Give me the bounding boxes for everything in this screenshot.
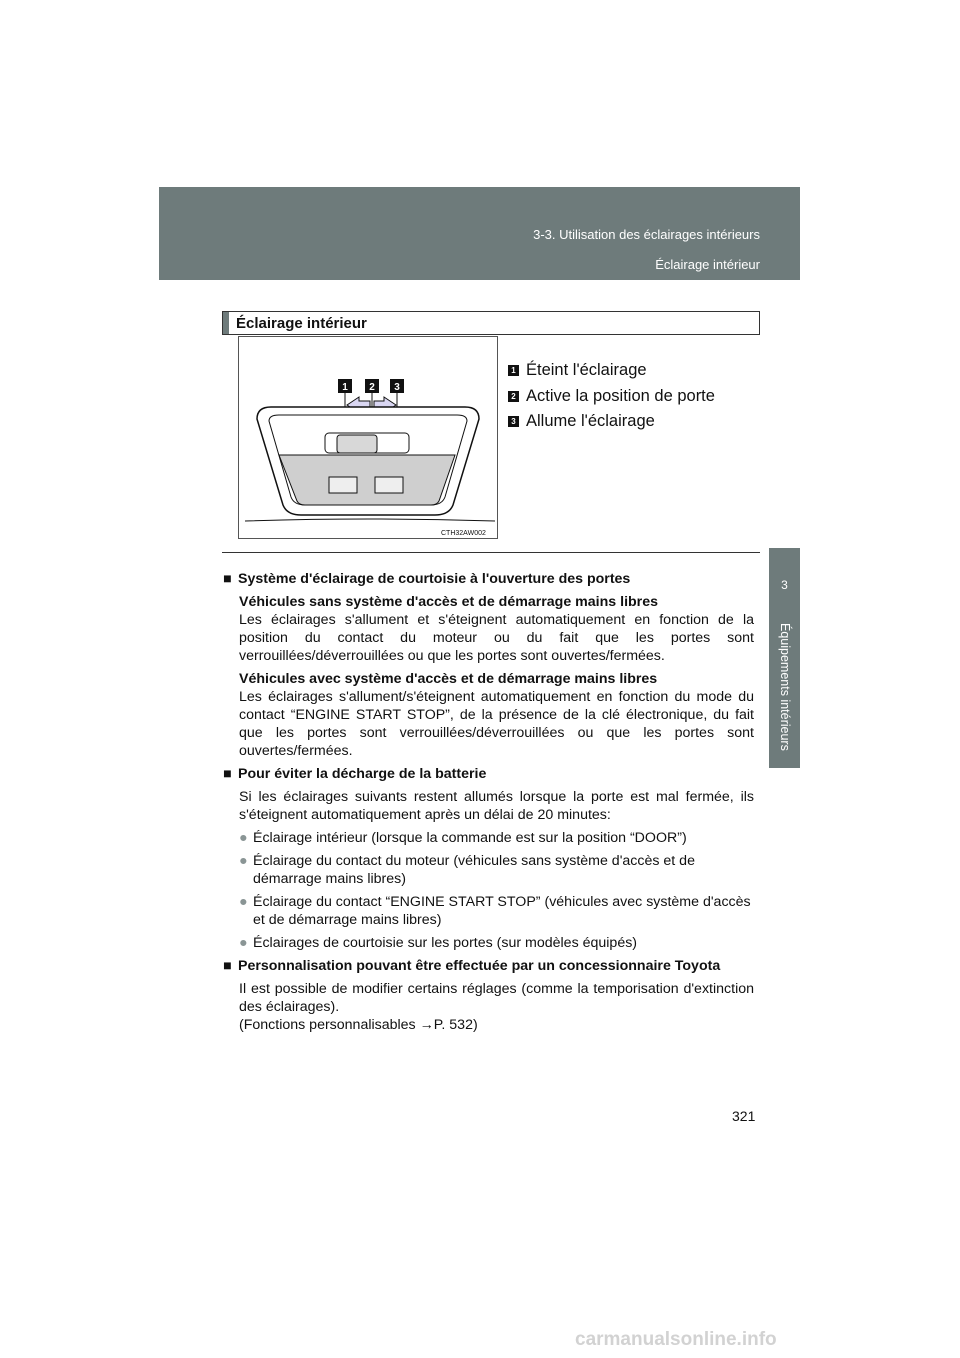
- legend-marker: 3: [508, 416, 519, 427]
- svg-text:1: 1: [342, 382, 348, 393]
- courtesy-sub2-title: Véhicules avec système d'accès et de démarrage mains libres: [239, 671, 658, 687]
- battery-heading: ■ Pour éviter la décharge de la batterie: [223, 766, 487, 782]
- battery-bullet-item: ● Éclairage du contact du moteur (véhicules sans système d'accès et de démarrage mains libres): [239, 853, 695, 887]
- page-number: 321: [732, 1108, 756, 1124]
- callout-1: [338, 379, 352, 393]
- round-bullet-icon: ●: [239, 935, 248, 951]
- illustration-code: CTH32AW002: [441, 530, 486, 537]
- section-divider: [222, 552, 760, 553]
- lamp-lens: [279, 455, 455, 505]
- section-title: Éclairage intérieur: [236, 315, 367, 332]
- svg-text:2: 2: [369, 382, 375, 393]
- chapter-title: 3-3. Utilisation des éclairages intérieurs: [533, 227, 760, 242]
- section-title-accent: [223, 312, 229, 334]
- legend-text: Active la position de porte: [526, 386, 715, 405]
- interior-light-drawing: [239, 337, 497, 538]
- svg-text:3: 3: [394, 382, 400, 393]
- customization-reference[interactable]: (Fonctions personnalisables →P. 532): [239, 1017, 478, 1033]
- battery-intro: Si les éclairages suivants restent allumés lorsque la porte est mal fermée, ils s'éteignent automatiquement après un délai de 20 minutes:: [239, 789, 754, 823]
- courtesy-sub1-title: Véhicules sans système d'accès et de démarrage mains libres: [239, 594, 658, 610]
- interior-light-illustration: [238, 336, 498, 539]
- legend-item-2: [508, 384, 715, 410]
- square-bullet-icon: ■: [223, 958, 232, 974]
- battery-bullet-item: ● Éclairage intérieur (lorsque la commande est sur la position “DOOR”): [239, 830, 687, 846]
- courtesy-sub2-text: Les éclairages s'allument/s'éteignent automatiquement en fonction du mode du contact “ENGINE START STOP”, de la présence de la clé électronique, du fait que les portes sont verrouillées/déverrouillées ou que les portes sont ouvertes/fermées.: [239, 689, 754, 759]
- callout-2: [365, 379, 379, 393]
- legend-item-3: [508, 409, 715, 435]
- courtesy-heading: ■ Système d'éclairage de courtoisie à l'ouverture des portes: [223, 571, 631, 587]
- callout-3: [390, 379, 404, 393]
- round-bullet-icon: ●: [239, 853, 248, 869]
- customization-text: Il est possible de modifier certains réglages (comme la temporisation d'extinction des éclairages).: [239, 981, 754, 1015]
- courtesy-sub1-text: Les éclairages s'allument et s'éteignent automatiquement en fonction de la position du contact du moteur ou du fait que les portes sont verrouillées/déverrouillées ou que les portes sont ouvertes/fermées.: [239, 612, 754, 664]
- battery-bullet-item: ● Éclairage du contact “ENGINE START STOP” (véhicules avec système d'accès et de démarrage mains libres): [239, 894, 751, 928]
- header-band: [159, 187, 800, 280]
- topic-title: Éclairage intérieur: [655, 257, 760, 272]
- chapter-label: Équipements intérieurs: [778, 623, 792, 751]
- body-text: [223, 570, 754, 1034]
- legend: [508, 358, 715, 435]
- legend-marker: 1: [508, 365, 519, 376]
- legend-marker: 2: [508, 391, 519, 402]
- chapter-side-tab: [769, 548, 800, 768]
- round-bullet-icon: ●: [239, 830, 248, 846]
- section-title-box: [222, 311, 760, 335]
- square-bullet-icon: ■: [223, 571, 232, 587]
- round-bullet-icon: ●: [239, 894, 248, 910]
- switch-knob: [337, 435, 377, 453]
- watermark: carmanualsonline.info: [575, 1329, 777, 1350]
- battery-bullet-item: ● Éclairages de courtoisie sur les portes (sur modèles équipés): [239, 935, 638, 951]
- chapter-number: 3: [781, 578, 788, 592]
- customization-heading: ■ Personnalisation pouvant être effectuée par un concessionnaire Toyota: [223, 958, 721, 974]
- legend-item-1: [508, 358, 715, 384]
- legend-text: Éteint l'éclairage: [526, 361, 647, 380]
- square-bullet-icon: ■: [223, 766, 232, 782]
- legend-text: Allume l'éclairage: [526, 412, 655, 431]
